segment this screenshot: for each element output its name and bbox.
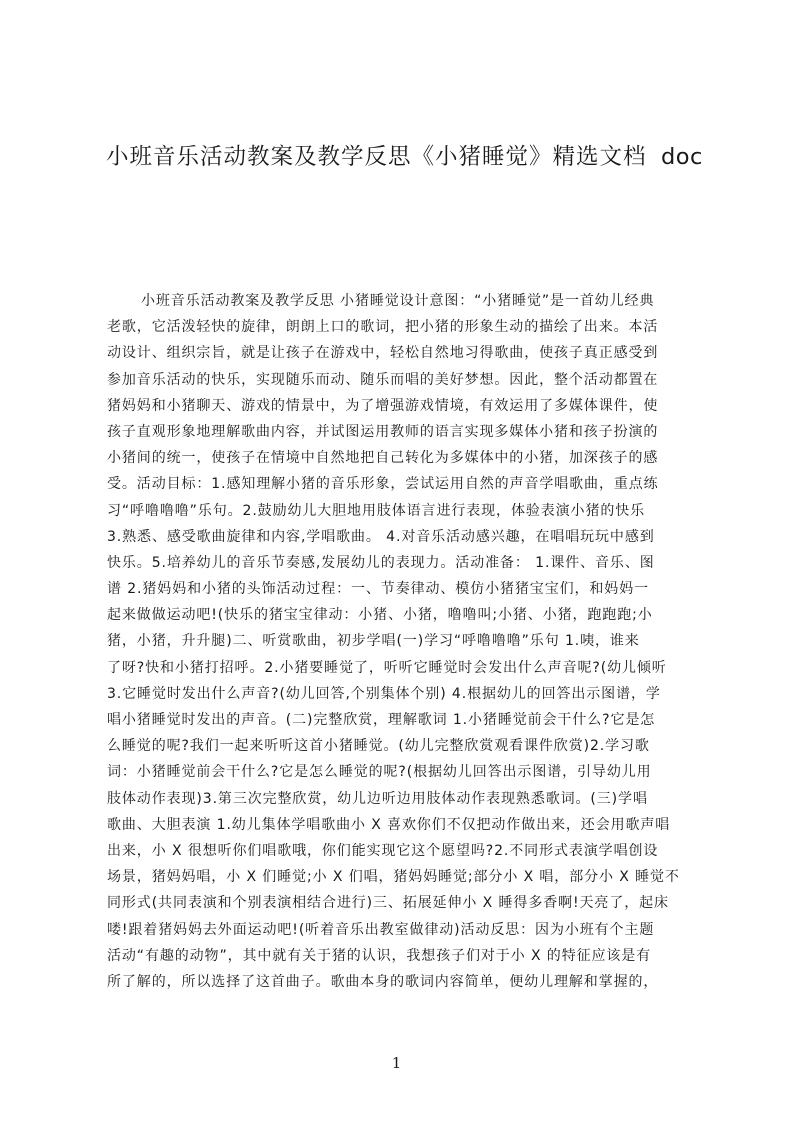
text-line: 同形式(共同表演和个别表演相结合进行)三、拓展延伸小 X 睡得多香啊!天亮了，起床 <box>107 895 669 912</box>
text-line: 参加音乐活动的快乐，实现随乐而动、随乐而唱的美好梦想。因此，整个活动都置在 <box>107 371 659 388</box>
text-line: 了呀?快和小猪打招呼。2.小猪要睡觉了，听听它睡觉时会发出什么声音呢?(幼儿倾听 <box>107 659 667 676</box>
text-line: 快乐。5.培养幼儿的音乐节奏感,发展幼儿的表现力。活动准备： 1.课件、音乐、图 <box>107 554 655 571</box>
text-line: 3.熟悉、感受歌曲旋律和内容,学唱歌曲。 4.对音乐活动感兴趣，在唱唱玩玩中感到 <box>107 528 655 545</box>
text-line: 谱 2.猪妈妈和小猪的头饰活动过程：一、节奏律动、模仿小猪猪宝宝们，和妈妈一 <box>107 581 650 598</box>
text-line: 小班音乐活动教案及教学反思 小猪睡觉设计意图：“小猪睡觉”是一首幼儿经典 <box>141 293 655 309</box>
text-line: 场景，猪妈妈唱，小 X 们睡觉;小 X 们唱，猪妈妈睡觉;部分小 X 唱，部分小 X 睡觉不 <box>107 869 680 886</box>
text-line: 3.它睡觉时发出什么声音?(幼儿回答,个别集体个别) 4.根据幼儿的回答出示图谱，学 <box>107 685 661 702</box>
text-line: 起来做做运动吧!(快乐的猪宝宝律动：小猪、小猪，噜噜叫;小猪、小猪，跑跑跑;小 <box>107 607 653 624</box>
document-title <box>106 142 706 172</box>
text-line: 活动“有趣的动物”，其中就有关于猪的认识，我想孩子们对于小 X 的特征应该是有 <box>107 947 652 964</box>
title-suffix: doc <box>661 144 703 170</box>
text-line: 肢体动作表现)3.第三次完整欣赏，幼儿边听边用肢体动作表现熟悉歌词。(三)学唱 <box>107 790 648 807</box>
body-text <box>107 288 699 1048</box>
text-line: 孩子直观形象地理解歌曲内容，并试图运用教师的语言实现多媒体小猪和孩子扮演的 <box>107 423 659 440</box>
text-line: 猪妈妈和小猪聊天、游戏的情景中，为了增强游戏情境，有效运用了多媒体课件，使 <box>107 397 659 414</box>
text-line: 习“呼噜噜噜”乐句。2.鼓励幼儿大胆地用肢体语言进行表现，体验表演小猪的快乐 <box>107 502 646 519</box>
text-line: 喽!跟着猪妈妈去外面运动吧!(听着音乐出教室做律动)活动反思：因为小班有个主题 <box>107 921 655 938</box>
text-line: 唱小猪睡觉时发出的声音。(二)完整欣赏，理解歌词 1.小猪睡觉前会干什么?它是怎 <box>107 712 656 728</box>
text-line: 老歌，它活泼轻快的旋律，朗朗上口的歌词，把小猪的形象生动的描绘了出来。本活 <box>107 319 659 336</box>
page-number: 1 <box>391 1054 402 1072</box>
text-line: 受。活动目标：1.感知理解小猪的音乐形象，尝试运用自然的声音学唱歌曲，重点练 <box>107 476 659 493</box>
text-line: 小猪间的统一，使孩子在情境中自然地把自己转化为多媒体中的小猪，加深孩子的感 <box>107 450 659 467</box>
text-line: 猪，小猪，升升腿)二、听赏歌曲，初步学唱(一)学习“呼噜噜噜”乐句 1.咦，谁来 <box>107 633 640 650</box>
text-line: 歌曲、大胆表演 1.幼儿集体学唱歌曲小 X 喜欢你们不仅把动作做出来，还会用歌声唱 <box>107 816 671 833</box>
text-line: 么睡觉的呢?我们一起来听听这首小猪睡觉。(幼儿完整欣赏观看课件欣赏)2.学习歌 <box>107 738 650 755</box>
text-line: 词：小猪睡觉前会干什么?它是怎么睡觉的呢?(根据幼儿回答出示图谱，引导幼儿用 <box>107 764 652 781</box>
text-line: 所了解的，所以选择了这首曲子。歌曲本身的歌词内容简单，便幼儿理解和掌握的， <box>107 973 659 990</box>
text-line: 出来，小 X 很想听你们唱歌哦，你们能实现它这个愿望吗?2.不同形式表演学唱创设 <box>107 842 659 859</box>
text-line: 动设计、组织宗旨，就是让孩子在游戏中，轻松自然地习得歌曲，使孩子真正感受到 <box>107 345 659 362</box>
title-text: 小班音乐活动教案及教学反思《小猪睡觉》精选文档 <box>106 144 647 170</box>
